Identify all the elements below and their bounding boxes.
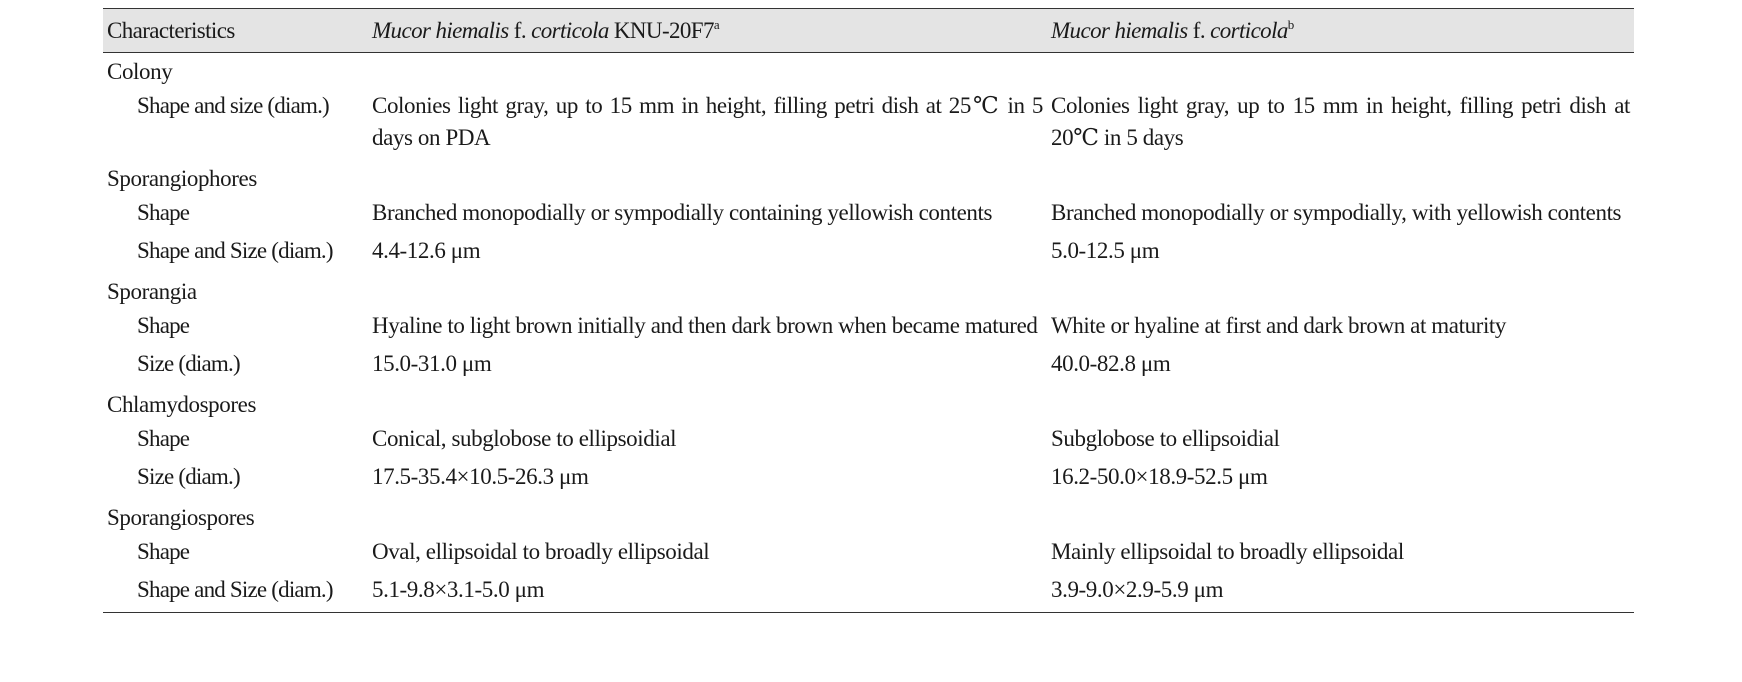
header-reference-genus-species: Mucor hiemalis bbox=[1051, 17, 1188, 43]
characteristic-label: Size (diam.) bbox=[137, 464, 240, 489]
characteristics-table bbox=[103, 8, 1634, 613]
group-row bbox=[103, 160, 1634, 197]
group-row bbox=[103, 499, 1634, 536]
table-row bbox=[103, 423, 1634, 461]
group-row bbox=[103, 53, 1634, 91]
reference-value: Colonies light gray, up to 15 mm in height, filling petri dish at 20℃ in 5 days bbox=[1051, 93, 1630, 150]
characteristic-label: Shape and Size (diam.) bbox=[137, 577, 333, 602]
reference-value: Branched monopodially or sympodially, with yellowish contents bbox=[1051, 200, 1622, 225]
header-row bbox=[103, 9, 1634, 53]
isolate-value: 17.5-35.4×10.5-26.3 μm bbox=[372, 464, 589, 489]
group-label: Chlamydospores bbox=[107, 392, 256, 417]
header-characteristics: Characteristics bbox=[107, 17, 235, 43]
reference-value: 5.0-12.5 μm bbox=[1051, 238, 1160, 263]
isolate-value: Branched monopodially or sympodially containing yellowish contents bbox=[372, 200, 993, 225]
isolate-value: Conical, subglobose to ellipsoidial bbox=[372, 426, 677, 451]
reference-value: 16.2-50.0×18.9-52.5 μm bbox=[1051, 464, 1268, 489]
table-body bbox=[103, 53, 1634, 613]
header-isolate-epithet: corticola bbox=[531, 17, 609, 43]
group-label: Sporangiospores bbox=[107, 505, 255, 530]
characteristic-label: Size (diam.) bbox=[137, 351, 240, 376]
table-row bbox=[103, 235, 1634, 273]
header-isolate-strain: KNU-20F7 bbox=[608, 17, 714, 43]
isolate-value: Hyaline to light brown initially and then dark brown when became matured bbox=[372, 313, 1038, 338]
table-row bbox=[103, 90, 1634, 160]
reference-value: Subglobose to ellipsoidial bbox=[1051, 426, 1280, 451]
reference-value: 3.9-9.0×2.9-5.9 μm bbox=[1051, 577, 1224, 602]
characteristic-label: Shape bbox=[137, 313, 190, 338]
group-label: Colony bbox=[107, 59, 173, 84]
characteristics-table-container bbox=[103, 8, 1634, 613]
characteristic-label: Shape and Size (diam.) bbox=[137, 238, 333, 263]
header-isolate-footnote-mark: a bbox=[713, 16, 720, 32]
isolate-value: Colonies light gray, up to 15 mm in height, filling petri dish at 25℃ in 5 days on PDA bbox=[372, 93, 1043, 150]
reference-value: 40.0-82.8 μm bbox=[1051, 351, 1171, 376]
header-isolate-genus-species: Mucor hiemalis bbox=[372, 17, 509, 43]
table-row bbox=[103, 348, 1634, 386]
group-row bbox=[103, 386, 1634, 423]
header-reference-forma: f. bbox=[1187, 17, 1211, 43]
table-row bbox=[103, 536, 1634, 574]
characteristic-label: Shape bbox=[137, 539, 190, 564]
reference-value: White or hyaline at first and dark brown at maturity bbox=[1051, 313, 1507, 338]
header-isolate bbox=[368, 9, 1047, 53]
header-isolate-forma: f. bbox=[508, 17, 532, 43]
reference-value: Mainly ellipsoidal to broadly ellipsoidal bbox=[1051, 539, 1404, 564]
isolate-value: Oval, ellipsoidal to broadly ellipsoidal bbox=[372, 539, 710, 564]
isolate-value: 5.1-9.8×3.1-5.0 μm bbox=[372, 577, 545, 602]
header-reference-epithet: corticola bbox=[1210, 17, 1288, 43]
characteristic-label: Shape bbox=[137, 426, 190, 451]
group-label: Sporangia bbox=[107, 279, 197, 304]
group-label: Sporangiophores bbox=[107, 166, 257, 191]
table-row bbox=[103, 461, 1634, 499]
header-reference bbox=[1047, 9, 1634, 53]
table-row bbox=[103, 574, 1634, 613]
isolate-value: 4.4-12.6 μm bbox=[372, 238, 481, 263]
header-reference-footnote-mark: b bbox=[1287, 16, 1294, 32]
isolate-value: 15.0-31.0 μm bbox=[372, 351, 492, 376]
characteristic-label: Shape bbox=[137, 200, 190, 225]
table-row bbox=[103, 310, 1634, 348]
table-header bbox=[103, 9, 1634, 53]
group-row bbox=[103, 273, 1634, 310]
table-row bbox=[103, 197, 1634, 235]
characteristic-label: Shape and size (diam.) bbox=[137, 93, 329, 118]
